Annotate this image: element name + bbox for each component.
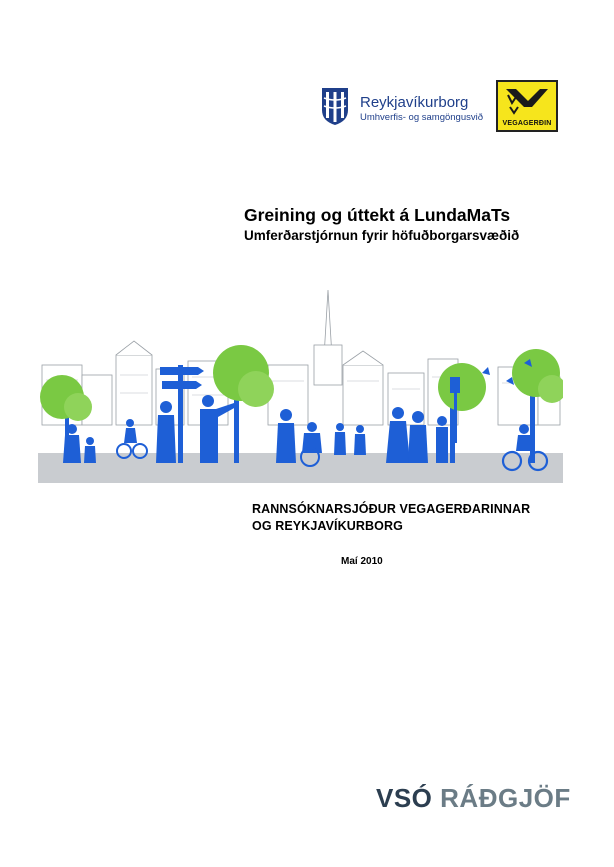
vegagerdin-emblem-icon: [502, 85, 552, 117]
reykjavik-crest-icon: [320, 86, 350, 126]
vso-logo-part2: RÁÐGJÖF: [440, 783, 571, 813]
vso-logo-part1: VSÓ: [376, 783, 433, 813]
vso-radgjof-logo: [376, 783, 571, 814]
funding-line-2: OG REYKJAVÍKURBORG: [252, 519, 403, 533]
city-illustration: [38, 285, 563, 483]
vegagerdin-logo-label: VEGAGERÐIN: [502, 120, 552, 127]
document-title: Greining og úttekt á LundaMaTs: [244, 205, 511, 225]
reykjavik-logo-name: Reykjavíkurborg: [360, 94, 469, 111]
city-skyline: [42, 290, 560, 425]
funding-line-1: RANNSÓKNARSJÓÐUR VEGAGERÐARINNAR: [252, 502, 531, 516]
document-subtitle: Umferðarstjórnun fyrir höfuðborgarsvæðið: [244, 228, 520, 243]
vegagerdin-logo: [496, 80, 558, 132]
reykjavik-logo-subtitle: Umhverfis- og samgöngusvið: [360, 112, 484, 123]
publication-date: Maí 2010: [341, 556, 383, 567]
